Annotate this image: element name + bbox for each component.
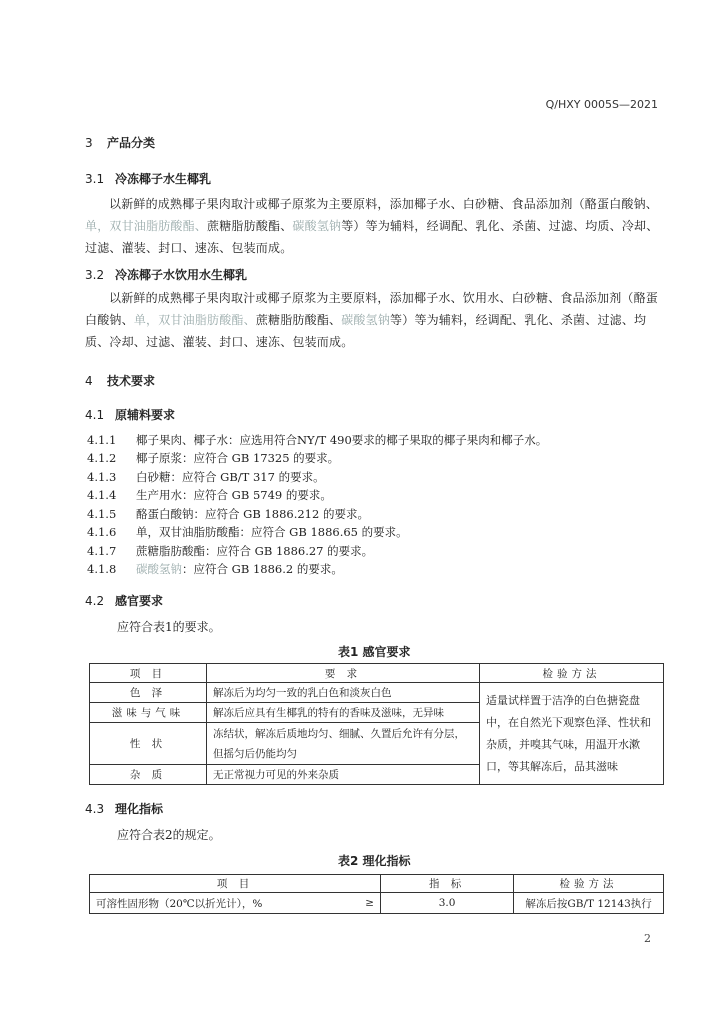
section-title: 原辅料要求: [115, 408, 176, 422]
table-header-row: [90, 875, 664, 893]
para-faded-text: 碳酸氢钠: [341, 313, 391, 327]
section-number: 4: [85, 374, 93, 388]
section-3-2-paragraph: [85, 287, 665, 353]
item-cell: 可溶性固形物（20℃以折光计），%: [90, 893, 349, 914]
document-code: Q/HXY 0005S—2021: [545, 98, 658, 111]
section-number: 3.2: [85, 268, 105, 282]
table-row: [90, 893, 664, 914]
section-title: 冷冻椰子水生椰乳: [115, 172, 212, 186]
item-text: 单，双甘油脂肪酸酯：应符合 GB 1886.65 的要求。: [136, 525, 408, 539]
header-cell: 要 求: [207, 664, 480, 683]
section-3-2-heading: [85, 266, 247, 283]
operator-cell: ≥: [348, 893, 381, 914]
list-item: [87, 469, 325, 485]
list-item: [87, 450, 339, 466]
item-cell: 杂 质: [90, 765, 207, 785]
requirement-cell: 解冻后为均匀一致的乳白色和淡灰白色: [207, 683, 480, 703]
physicochemical-table: [89, 874, 664, 914]
item-number: 4.1.3: [87, 470, 117, 484]
item-text: ：应符合 GB 1886.2 的要求。: [182, 562, 343, 576]
item-text: 蔗糖脂肪酸酯：应符合 GB 1886.27 的要求。: [136, 544, 374, 558]
para-faded-text: 碳酸氢钠: [292, 219, 342, 233]
item-cell: 色 泽: [90, 683, 207, 703]
para-text: 以新鲜的成熟椰子果肉取汁或椰子原浆为主要原料，添加椰子水、饮用水、白砂糖、食品添加剂（酪蛋白酸钠、: [85, 291, 659, 327]
item-text: 生产用水：应符合 GB 5749 的要求。: [136, 488, 332, 502]
item-text: 白砂糖：应符合 GB/T 317 的要求。: [136, 470, 325, 484]
section-number: 3: [85, 136, 93, 150]
list-item: [87, 543, 373, 559]
section-title: 产品分类: [107, 136, 156, 150]
table-reference: 应符合表2的规定。: [117, 828, 221, 842]
list-item: [87, 561, 343, 577]
method-cell: 解冻后按GB/T 12143执行: [514, 893, 664, 914]
section-3-1-paragraph: [85, 193, 665, 259]
section-4-1-heading: [85, 406, 175, 423]
requirement-cell: 冻结状，解冻后质地均匀、细腻、久置后允许有分层，但摇匀后仍能均匀: [207, 723, 480, 765]
header-cell: 项 目: [90, 875, 381, 893]
item-text: 椰子果肉、椰子水：应选用符合NY/T 490要求的椰子果取的椰子果肉和椰子水。: [136, 433, 548, 447]
header-cell: 检验方法: [480, 664, 664, 683]
para-faded-text: 单，双甘油脂肪酸酯、: [85, 219, 208, 233]
item-text: 酪蛋白酸钠：应符合 GB 1886.212 的要求。: [136, 507, 369, 521]
list-item: [87, 524, 408, 540]
header-cell: 项 目: [90, 664, 207, 683]
list-item: [87, 432, 547, 448]
table-reference: 应符合表1的要求。: [117, 620, 221, 634]
para-text: 以新鲜的成熟椰子果肉取汁或椰子原浆为主要原料，添加椰子水、白砂糖、食品添加剂（酪蛋白酸钠、: [109, 197, 659, 211]
requirement-cell: 无正常视力可见的外来杂质: [207, 765, 480, 785]
section-number: 3.1: [85, 172, 105, 186]
para-text: 蔗糖脂肪酸酯、: [255, 313, 342, 327]
list-item: [87, 487, 332, 503]
item-number: 4.1.1: [87, 433, 117, 447]
section-4-3-heading: [85, 800, 163, 817]
item-number: 4.1.4: [87, 488, 117, 502]
section-title: 技术要求: [107, 374, 156, 388]
table1-caption: 表1 感官要求: [338, 645, 411, 659]
item-number: 4.1.6: [87, 525, 117, 539]
value-cell: 3.0: [381, 893, 514, 914]
section-number: 4.1: [85, 408, 105, 422]
sensory-table: [89, 663, 664, 785]
section-3-1-heading: [85, 170, 211, 187]
item-cell: 滋味与气味: [90, 703, 207, 723]
table-row: [90, 683, 664, 703]
section-title: 理化指标: [115, 802, 164, 816]
item-number: 4.1.8: [87, 562, 117, 576]
header-cell: 检验方法: [514, 875, 664, 893]
item-cell: 性 状: [90, 723, 207, 765]
para-text: 等）等为辅料，经调配、乳化、杀菌、过滤、均质、冷却、过滤、灌装、封口、速冻、包装而成。: [85, 219, 659, 255]
item-number: 4.1.5: [87, 507, 117, 521]
requirement-cell: 解冻后应具有生椰乳的特有的香味及滋味，无异味: [207, 703, 480, 723]
section-title: 冷冻椰子水饮用水生椰乳: [115, 268, 248, 282]
item-text: 椰子原浆：应符合 GB 17325 的要求。: [136, 451, 340, 465]
section-title: 感官要求: [115, 594, 164, 608]
item-number: 4.1.2: [87, 451, 117, 465]
method-cell: 适量试样置于洁净的白色搪瓷盘中，在自然光下观察色泽、性状和杂质，并嗅其气味，用温开水漱口，等其解冻后，品其滋味: [480, 683, 664, 785]
table-header-row: [90, 664, 664, 683]
section-number: 4.3: [85, 802, 105, 816]
page-number: 2: [644, 932, 651, 945]
para-text: 等）等为辅料，经调配、乳化、杀菌、过滤、均质、冷却、过滤、灌装、封口、速冻、包装而成。: [85, 313, 647, 349]
para-faded-text: 单，双甘油脂肪酸酯、: [133, 313, 256, 327]
item-number: 4.1.7: [87, 544, 117, 558]
section-3-heading: [85, 134, 155, 151]
list-item: [87, 506, 369, 522]
para-text: 蔗糖脂肪酸酯、: [207, 219, 293, 233]
table2-caption: 表2 理化指标: [338, 854, 411, 868]
section-number: 4.2: [85, 594, 105, 608]
section-4-heading: [85, 372, 155, 389]
section-4-2-heading: [85, 592, 163, 609]
header-cell: 指 标: [381, 875, 514, 893]
item-faded-text: 碳酸氢钠: [136, 562, 182, 576]
